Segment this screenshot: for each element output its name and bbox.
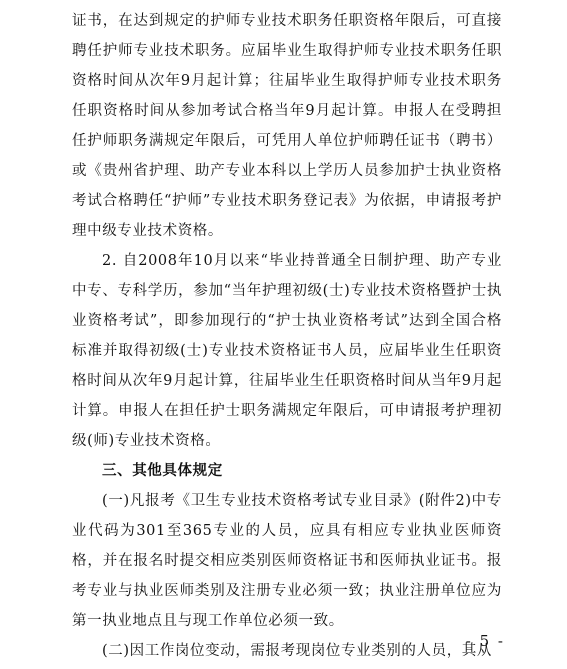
page-number: - 5 -	[465, 632, 505, 650]
paragraph-item-2: 2. 自2008年10月以来“毕业持普通全日制护理、助产专业中专、专科学历，参加“当年护理初级(士)专业技术资格暨护士执业资格考试”，即参加现行的“护士执业资格考试”达到全国合格标准并取得初级(士)专业技术资格证书人员，应届毕业生任职资格时间从次年9月起计算，往届毕业生任职资格时间从当年9月起计算。申报人在担任护士职务满规定年限后，可申请报考护理初级(师)专业技术资格。	[72, 253, 502, 449]
paragraph-subitem-2: (二)因工作岗位变动，需报考现岗位专业类别的人员，其从	[102, 643, 493, 659]
section-heading: 三、其他具体规定	[102, 463, 223, 479]
paragraph-subitem-1: (一)凡报考《卫生专业技术资格考试专业目录》(附件2)中专业代码为301至365专业的人员，应具有相应专业执业医师资格，并在报名时提交相应类别医师资格证书和医师执业证书。报考专业与执业医师类别及注册专业必须一致；执业注册单位应为第一执业地点且与现工作单位必须一致。	[72, 493, 502, 629]
paragraph-continued: 证书，在达到规定的护师专业技术职务任职资格年限后，可直接聘任护师专业技术职务。应届毕业生取得护师专业技术职务任职资格时间从次年9月起计算；往届毕业生取得护师专业技术职务任职资格时间从参加考试合格当年9月起计算。申报人在受聘担任护师职务满规定年限后，可凭用人单位护师聘任证书（聘书）或《贵州省护理、助产专业本科以上学历人员参加护士执业资格考试合格聘任“护师”专业技术职务登记表》为依据，申请报考护理中级专业技术资格。	[72, 13, 502, 239]
document-body	[72, 6, 502, 666]
